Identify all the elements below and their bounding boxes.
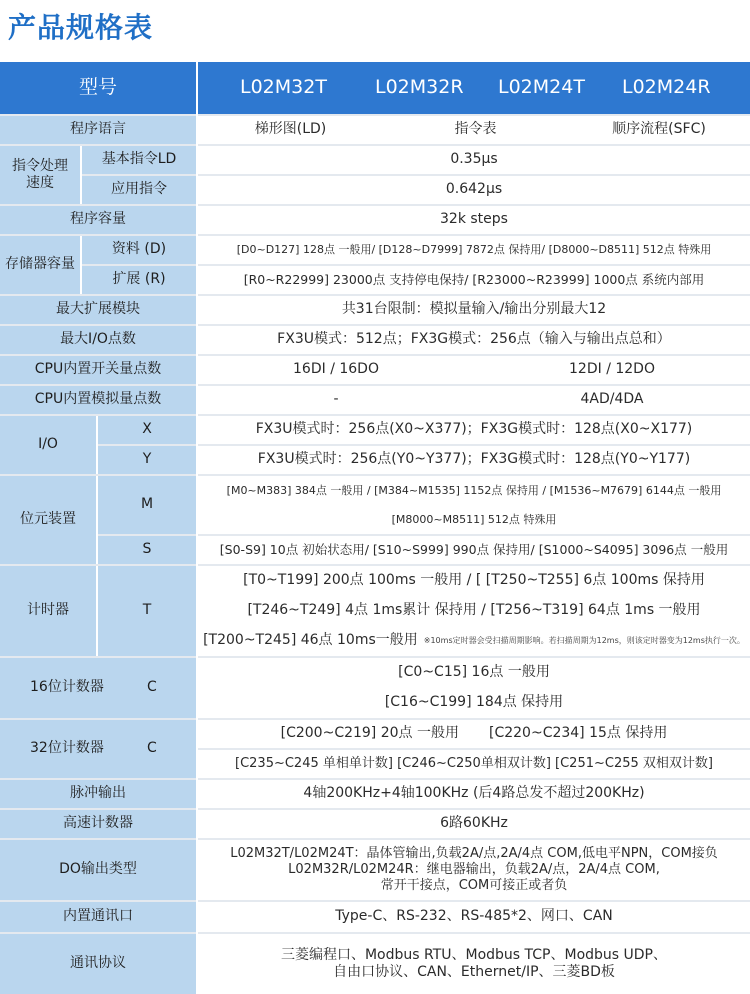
lang-il: 指令表	[383, 116, 568, 144]
storage-ext-value: [R0~R22999] 23000点 支持停电保持/ [R23000~R23999] 1000点 系统内部用	[198, 266, 750, 294]
row-c32	[0, 720, 196, 778]
row-maxmod-label: 最大扩展模块	[0, 296, 196, 324]
comm-port-value: Type-C、RS-232、RS-485*2、网口、CAN	[198, 902, 750, 932]
model-l02m32t: L02M32T	[240, 76, 327, 99]
row-lang-label: 程序语言	[0, 116, 196, 144]
row-protocol-label: 通讯协议	[0, 934, 196, 994]
row-timer-label: 计时器	[0, 566, 96, 656]
timer-value-3: [T200~T245] 46点 10ms一般用	[203, 632, 418, 649]
speed-app-label: 应用指令	[82, 176, 196, 204]
do-line-3: 常开干接点，COM可接正或者负	[380, 878, 568, 894]
row-c32-label: 32位计数器	[30, 740, 104, 757]
bits-m-value-2: [M8000~M8511] 512点 特殊用	[198, 506, 750, 534]
row-hsc-label: 高速计数器	[0, 810, 196, 838]
c16-value-2: [C16~C199] 184点 保持用	[198, 688, 750, 718]
cpuan-32-value: -	[198, 386, 474, 414]
lang-sfc: 顺序流程(SFC)	[568, 116, 750, 144]
model-l02m24t: L02M24T	[498, 76, 585, 99]
speed-basic-value: 0.35μs	[198, 146, 750, 174]
row-maxio-label: 最大I/O点数	[0, 326, 196, 354]
row-capacity-label: 程序容量	[0, 206, 196, 234]
do-line-1: L02M32T/L02M24T：晶体管输出,负载2A/点,2A/4点 COM,低电平NPN，COM接负	[230, 845, 718, 861]
row-storage-label: 存储器容量	[0, 236, 80, 294]
timer-value-2: [T246~T249] 4点 1ms累计 保持用 / [T256~T319] 64点 1ms 一般用	[198, 596, 750, 626]
timer-value-3-row	[198, 626, 750, 656]
timer-note: ※10ms定时器会受扫描周期影响。若扫描周期为12ms，则该定时器变为12ms执行一次。	[423, 636, 745, 645]
maxmod-value: 共31台限制：模拟量输入/输出分别最大12	[198, 296, 750, 324]
protocol-line-1: 三菱编程口、Modbus RTU、Modbus TCP、Modbus UDP、	[280, 946, 668, 963]
row-speed-label: 指令处理速度	[0, 146, 80, 204]
speed-basic-label: 基本指令LD	[82, 146, 196, 174]
page-title: 产品规格表	[8, 11, 154, 44]
header-model-label: 型号	[0, 62, 196, 114]
model-l02m24r: L02M24R	[622, 76, 711, 99]
io-x-label: X	[98, 416, 196, 444]
storage-data-value: [D0~D127] 128点 一般用/ [D128~D7999] 7872点 保持用/ [D8000~D8511] 512点 特殊用	[198, 236, 750, 264]
c32-value-1b: [C220~C234] 15点 保持用	[489, 725, 668, 742]
maxio-value: FX3U模式：512点；FX3G模式：256点（输入与输出点总和）	[198, 326, 750, 354]
model-l02m32r: L02M32R	[375, 76, 464, 99]
cpusw-32-value: 16DI / 16DO	[198, 356, 474, 384]
row-io-label: I/O	[0, 416, 96, 474]
header-models	[198, 62, 750, 114]
row-comm-port-label: 内置通讯口	[0, 902, 196, 932]
protocol-value	[198, 934, 750, 994]
row-bits-label: 位元装置	[0, 476, 96, 564]
do-line-2: L02M32R/L02M24R：继电器输出，负载2A/点，2A/4点 COM,	[288, 861, 660, 877]
timer-t-label: T	[98, 566, 196, 656]
spec-table	[0, 62, 750, 994]
pulse-value: 4轴200KHz+4轴100KHz (后4路总发不超过200KHz)	[198, 780, 750, 808]
bits-m-value-1: [M0~M383] 384点 一般用 / [M384~M1535] 1152点 保持用 / [M1536~M7679] 6144点 一般用	[198, 476, 750, 506]
c32-value-2: [C235~C245 单相单计数] [C246~C250单相双计数] [C251~C255 双相双计数]	[198, 750, 750, 778]
io-y-value: FX3U模式时：256点(Y0~Y377)；FX3G模式时：128点(Y0~Y177)	[198, 446, 750, 474]
do-value	[198, 840, 750, 900]
bits-s-value: [S0-S9] 10点 初始状态用/ [S10~S999] 990点 保持用/ [S1000~S4095] 3096点 一般用	[198, 536, 750, 564]
bits-m-label: M	[98, 476, 196, 534]
c32-value-1a: [C200~C219] 20点 一般用	[280, 725, 459, 742]
storage-data-label: 资料 (D)	[82, 236, 196, 264]
speed-app-value: 0.642μs	[198, 176, 750, 204]
c16-value-1: [C0~C15] 16点 一般用	[198, 658, 750, 688]
row-cpusw-label: CPU内置开关量点数	[0, 356, 196, 384]
c32-c-label: C	[147, 740, 157, 757]
c32-row-1	[198, 720, 750, 748]
timer-value-1: [T0~T199] 200点 100ms 一般用 / [ [T250~T255] 6点 100ms 保持用	[198, 566, 750, 596]
c16-c-label: C	[147, 679, 157, 696]
lang-ld: 梯形图(LD)	[198, 116, 383, 144]
bits-s-label: S	[98, 536, 196, 564]
protocol-line-2: 自由口协议、CAN、Ethernet/IP、三菱BD板	[333, 964, 615, 980]
row-c16	[0, 658, 196, 718]
hsc-value: 6路60KHz	[198, 810, 750, 838]
cpuan-24-value: 4AD/4DA	[474, 386, 750, 414]
row-pulse-label: 脉冲输出	[0, 780, 196, 808]
row-c16-label: 16位计数器	[30, 679, 104, 696]
io-y-label: Y	[98, 446, 196, 474]
capacity-value: 32k steps	[198, 206, 750, 234]
storage-ext-label: 扩展 (R)	[82, 266, 196, 294]
cpusw-24-value: 12DI / 12DO	[474, 356, 750, 384]
io-x-value: FX3U模式时：256点(X0~X377)；FX3G模式时：128点(X0~X177)	[198, 416, 750, 444]
row-cpuan-label: CPU内置模拟量点数	[0, 386, 196, 414]
row-do-label: DO输出类型	[0, 840, 196, 900]
